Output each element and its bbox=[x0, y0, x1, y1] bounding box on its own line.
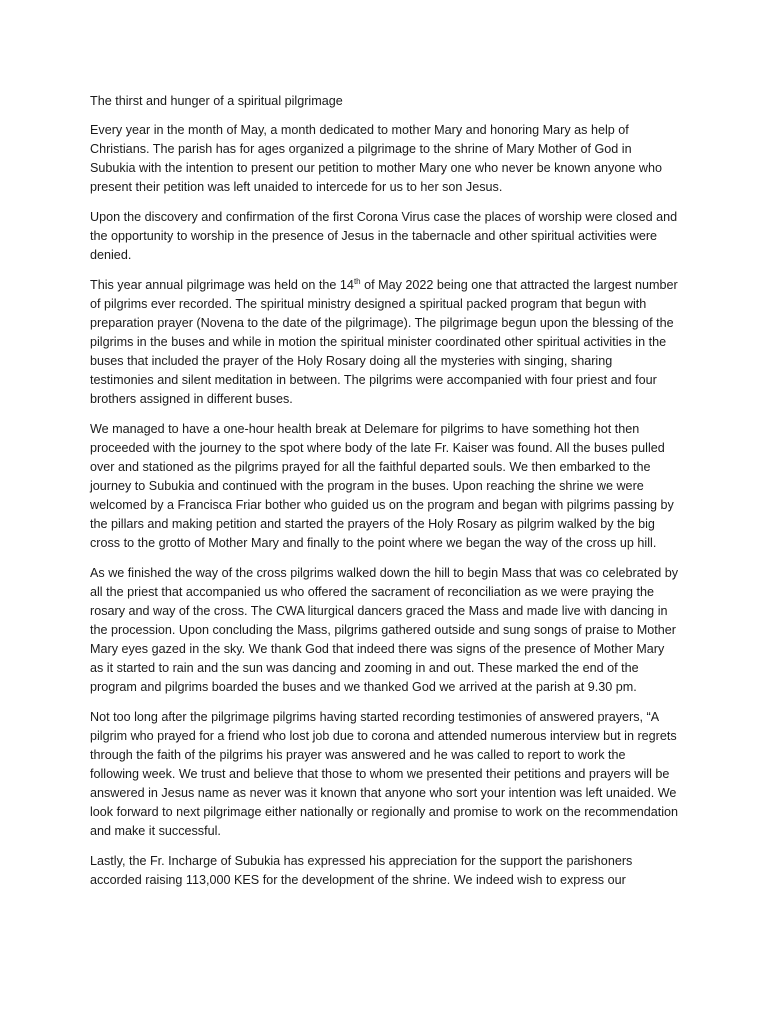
paragraph-mass: As we finished the way of the cross pilgrims walked down the hill to begin Mass that was co celebrated by all the priest that accompanied us who offered the sacrament of reconciliation as we were praying the rosary and way of the cross. The CWA liturgical dancers graced the Mass and made live with dancing in the procession. Upon concluding the Mass, pilgrims gathered outside and sung songs of praise to Mother Mary eyes gazed in the sky. We thank God that indeed there was signs of the presence of Mother Mary as it started to rain and the sun was dancing and zooming in and out. These marked the end of the program and pilgrims boarded the buses and we thanked God we arrived at the parish at 9.30 pm. bbox=[90, 566, 679, 694]
document-title: The thirst and hunger of a spiritual pilgrimage bbox=[90, 94, 343, 108]
paragraph-annual-pilgrimage-start: This year annual pilgrimage was held on the 14 bbox=[90, 278, 354, 292]
paragraph-journey: We managed to have a one-hour health break at Delemare for pilgrims to have something hot then proceeded with the journey to the spot where body of the late Fr. Kaiser was found. All the buses pulled over and stationed as the pilgrims prayed for all the faithful departed souls. We then embarked to the journey to Subukia and continued with the program in the buses. Upon reaching the shrine we were welcomed by a Francisca Friar bother who guided us on the program and began with pilgrims passing by the pillars and making petition and started the prayers of the Holy Rosary as pilgrim walked by the big cross to the grotto of Mother Mary and finally to the point where we began the way of the cross up hill. bbox=[90, 422, 674, 550]
paragraph-annual-pilgrimage bbox=[90, 276, 678, 409]
paragraph-appreciation: Lastly, the Fr. Incharge of Subukia has expressed his appreciation for the support the parishoners accorded raising 113,000 KES for the development of the shrine. We indeed wish to express our bbox=[90, 854, 633, 887]
ordinal-suffix: th bbox=[353, 277, 361, 286]
paragraph-testimonies: Not too long after the pilgrimage pilgrims having started recording testimonies of answered prayers, “A pilgrim who prayed for a friend who lost job due to corona and attended numerous interview but in regrets through the faith of the pilgrims his prayer was answered and he was called to report to work the following week. We trust and believe that those to whom we presented their petitions and prayers will be answered in Jesus name as never was it known that anyone who sort your intention was left unaided. We look forward to next pilgrimage either nationally or regionally and promise to work on the recommendation and make it successful. bbox=[90, 710, 679, 838]
paragraph-corona-closure: Upon the discovery and confirmation of the first Corona Virus case the places of worship were closed and the opportunity to worship in the presence of Jesus in the tabernacle and other spiritual activities were denied. bbox=[90, 210, 678, 262]
paragraph-annual-pilgrimage-rest: of May 2022 being one that attracted the largest number of pilgrims ever recorded. The spiritual ministry designed a spiritual packed program that begun with preparation prayer (Novena to the date of the pilgrimage). The pilgrimage begun upon the blessing of the pilgrims in the buses and while in motion the spiritual minister coordinated other spiritual activities in the buses that included the prayer of the Holy Rosary doing all the mysteries with singing, sharing testimonies and silent meditation in between. The pilgrims were accompanied with four priest and four brothers assigned in different buses. bbox=[90, 278, 678, 406]
paragraph-may-pilgrimage: Every year in the month of May, a month dedicated to mother Mary and honoring Mary as help of Christians. The parish has for ages organized a pilgrimage to the shrine of Mary Mother of God in Subukia with the intention to present our petition to mother Mary one who never be known anyone who present their petition was left unaided to intercede for us to her son Jesus. bbox=[90, 123, 662, 194]
document-page bbox=[90, 92, 678, 901]
